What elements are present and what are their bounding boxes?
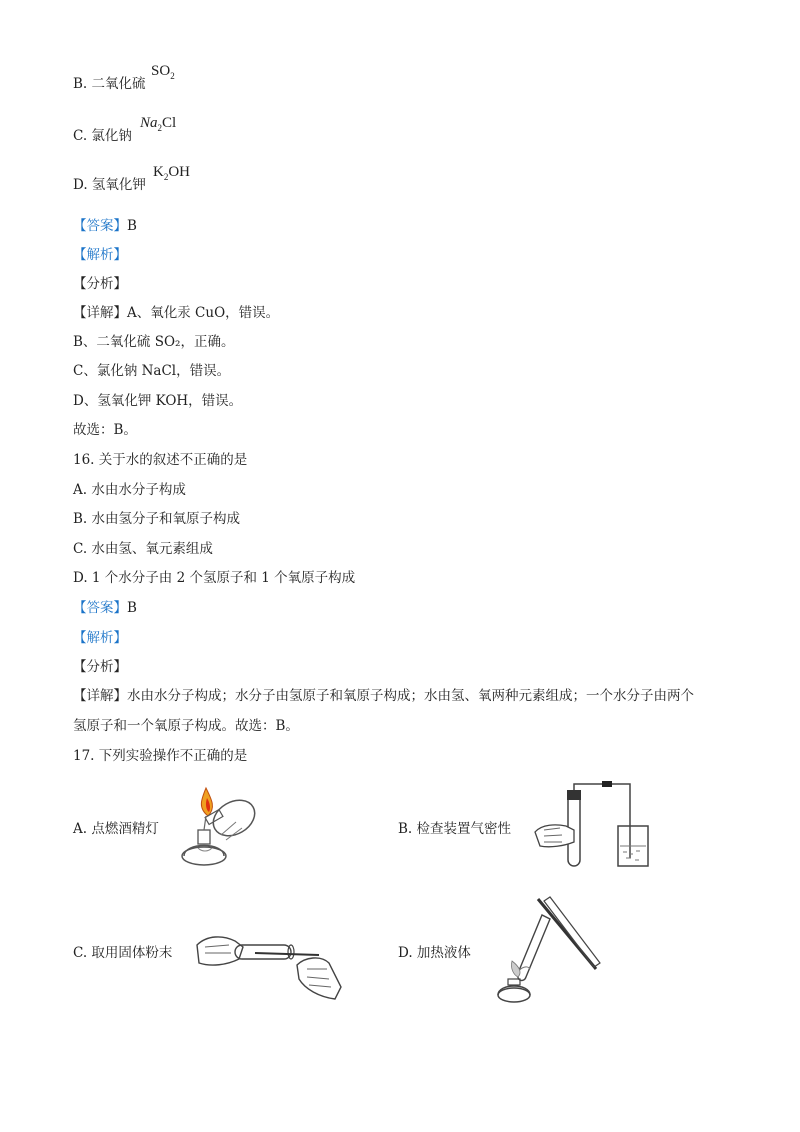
q15-option-d-formula: $K_2OH$ [153, 164, 191, 182]
q15-conclusion: 故选：B。 [73, 422, 137, 438]
q15-detail-2: B、二氧化硫 SO₂，正确。 [73, 334, 235, 350]
q15-option-c: C. 氯化钠 [73, 128, 132, 144]
q16-option-a: A. 水由水分子构成 [73, 482, 186, 498]
q16-analysis-tag: 【解析】 [73, 630, 127, 646]
powder-figure [195, 925, 343, 1003]
q15-detail-4: D、氢氧化钾 KOH，错误。 [73, 393, 243, 409]
q16-stem: 16. 关于水的叙述不正确的是 [73, 452, 248, 468]
lighting-lamp-figure [176, 780, 266, 872]
q15-option-b-formula: $SO_2$ [151, 63, 175, 81]
q15-option-d: D. 氢氧化钾 [73, 177, 146, 193]
q16-detail-2: 氢原子和一个氧原子构成。故选：B。 [73, 718, 299, 734]
q15-fenxi: 【分析】 [73, 276, 127, 292]
q16-option-c: C. 水由氢、氧元素组成 [73, 541, 213, 557]
q15-analysis-tag: 【解析】 [73, 247, 127, 263]
q17-option-a: A. 点燃酒精灯 [73, 821, 159, 837]
heating-liquid-figure [488, 895, 603, 1007]
q17-option-c: C. 取用固体粉末 [73, 945, 173, 961]
q16-option-b: B. 水由氢分子和氧原子构成 [73, 511, 241, 527]
q17-option-b: B. 检查装置气密性 [398, 821, 512, 837]
q16-detail-1: 【详解】水由水分子构成；水分子由氢原子和氧原子构成；水由氢、氧两种元素组成；一个水分子由两个 [73, 688, 694, 704]
q16-fenxi: 【分析】 [73, 659, 127, 675]
q15-detail-3: C、氯化钠 NaCl，错误。 [73, 363, 231, 379]
q15-option-c-formula: $Na_2Cl$ [140, 115, 177, 133]
q15-answer: 【答案】B [73, 218, 137, 234]
air-tightness-figure [530, 780, 655, 872]
q16-option-d: D. 1 个水分子由 2 个氢原子和 1 个氧原子构成 [73, 570, 356, 586]
q16-answer: 【答案】B [73, 600, 137, 616]
q17-stem: 17. 下列实验操作不正确的是 [73, 748, 248, 764]
q15-detail-1: 【详解】A、氧化汞 CuO，错误。 [73, 305, 280, 321]
q15-option-b: B. 二氧化硫 [73, 76, 146, 92]
q17-option-d: D. 加热液体 [398, 945, 471, 961]
